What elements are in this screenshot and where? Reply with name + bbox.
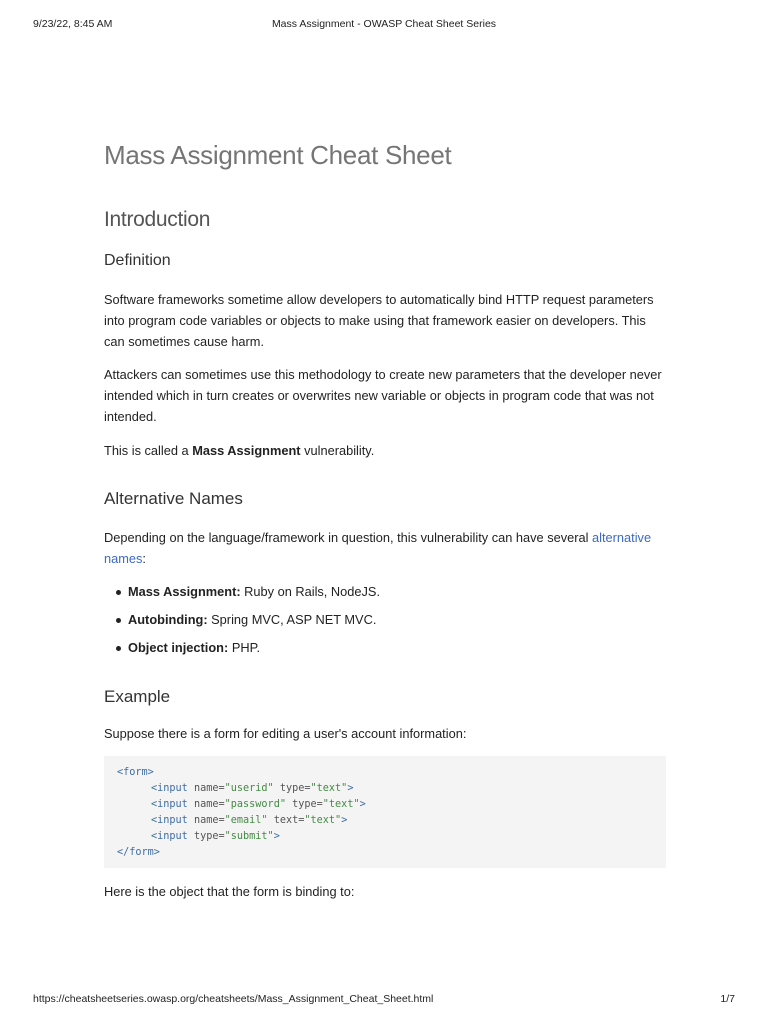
example-heading: Example: [104, 687, 171, 706]
introduction-heading: Introduction: [104, 208, 211, 231]
list-item-desc: PHP.: [228, 640, 261, 655]
alternative-names-intro: [104, 527, 666, 569]
definition-paragraph-2: Attackers can sometimes use this methodology to create new parameters that the developer never intended which in turn creates or overwrites new variable or objects in program code that was not intended.: [104, 367, 662, 424]
example-intro: Suppose there is a form for editing a user's account information:: [104, 726, 467, 741]
definition-heading: Definition: [104, 252, 171, 269]
code-token: "text": [304, 815, 342, 826]
code-token: "text": [310, 783, 348, 794]
code-token: "email": [224, 815, 268, 826]
page-number: 1/7: [720, 993, 735, 1005]
print-page-title: Mass Assignment - OWASP Cheat Sheet Series: [271, 18, 497, 30]
list-item-term: Object injection:: [128, 640, 229, 655]
alternative-names-list: [104, 576, 666, 660]
code-token: type=: [187, 831, 225, 842]
page-url: https://cheatsheetseries.owasp.org/cheatsheets/Mass_Assignment_Cheat_Sheet.html: [33, 993, 434, 1005]
code-token: >: [273, 831, 280, 842]
code-token: type=: [285, 799, 323, 810]
code-token: "submit": [224, 831, 274, 842]
code-token: name=: [187, 799, 225, 810]
code-token: "text": [322, 799, 360, 810]
text: Depending on the language/framework in question, this vulnerability can have several: [104, 530, 593, 545]
code-token: >: [359, 799, 366, 810]
definition-paragraph-3: [104, 440, 666, 461]
bullet-icon: [116, 646, 121, 651]
list-item-term: Autobinding:: [128, 612, 208, 627]
code-token: <input: [151, 831, 188, 842]
text: vulnerability.: [300, 443, 375, 458]
text: This is called a: [104, 443, 193, 458]
list-item: [104, 632, 666, 660]
page-title: Mass Assignment Cheat Sheet: [104, 140, 452, 170]
code-token: <form>: [117, 767, 154, 778]
list-item-term: Mass Assignment:: [128, 584, 241, 599]
code-token: <input: [151, 815, 188, 826]
code-token: >: [347, 783, 354, 794]
code-token: type=: [273, 783, 311, 794]
code-token: >: [341, 815, 348, 826]
code-token: name=: [187, 815, 225, 826]
list-item-desc: Ruby on Rails, NodeJS.: [240, 584, 381, 599]
code-token: "password": [224, 799, 286, 810]
definition-paragraph-1: Software frameworks sometime allow developers to automatically bind HTTP request parameters into program code variables or objects to make using that framework easier on developers. This can sometimes cause harm.: [104, 292, 654, 349]
text: :: [142, 551, 146, 566]
code-token: <input: [151, 799, 188, 810]
bullet-icon: [116, 590, 121, 595]
list-item-desc: Spring MVC, ASP NET MVC.: [207, 612, 377, 627]
list-item: [104, 604, 666, 632]
bullet-icon: [116, 618, 121, 623]
code-token: text=: [267, 815, 305, 826]
list-item: [104, 576, 666, 604]
mass-assignment-term: Mass Assignment: [192, 443, 301, 458]
alternative-names-link[interactable]: alternative names: [104, 530, 652, 566]
alternative-names-heading: Alternative Names: [104, 489, 243, 508]
code-token: name=: [187, 783, 225, 794]
code-listing: [104, 756, 666, 861]
code-block: [104, 756, 666, 868]
code-token: "userid": [224, 783, 274, 794]
code-token: </form>: [117, 847, 160, 858]
example-after-text: Here is the object that the form is binding to:: [104, 884, 355, 899]
print-datetime: 9/23/22, 8:45 AM: [33, 18, 113, 30]
code-token: <input: [151, 783, 188, 794]
